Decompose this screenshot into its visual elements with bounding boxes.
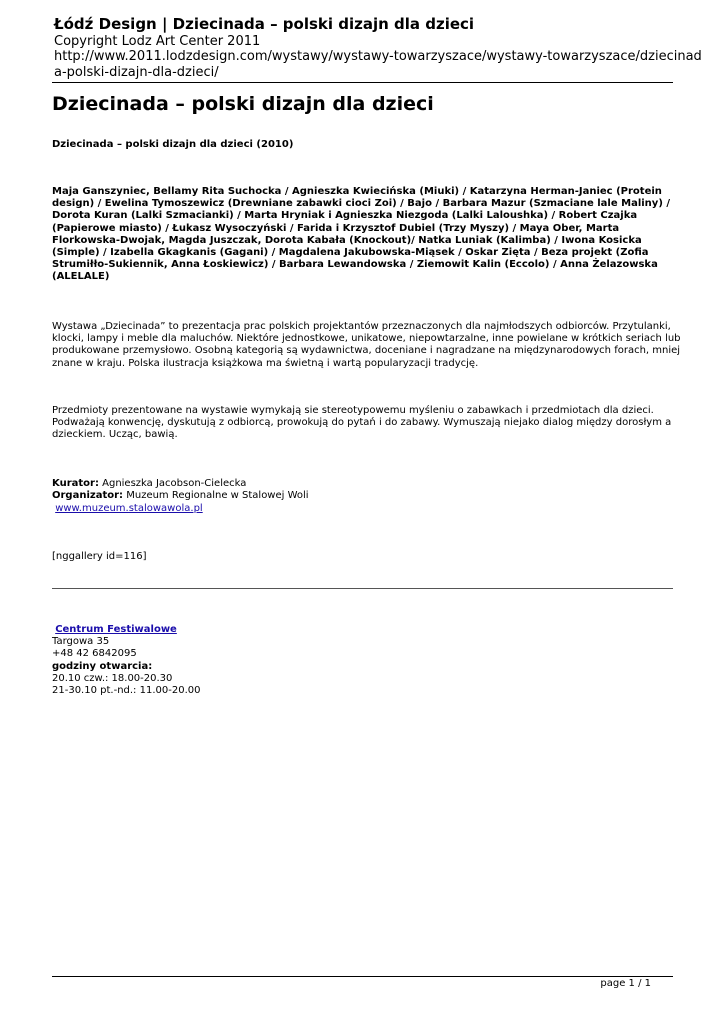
paragraph-line: znane w kraju. Polska ilustracja książkowa ma świetną i wartą popularyzacji tradycję.	[52, 357, 479, 369]
paragraph-line: Wystawa „Dziecinada” to prezentacja prac polskich projektantów przeznaczonych dla najmłodszych odbiorców. Przytulanki,	[52, 321, 671, 332]
authors-line: (ALELALE)	[52, 271, 110, 283]
venue-block	[52, 624, 200, 697]
paragraph-line: produkowane przemysłowo. Osobną kategorią są wydawnictwa, doceniane i nagradzane na międzynarodowych forach, mniej	[52, 345, 681, 357]
venue-name-link[interactable]: Centrum Festiwalowe	[55, 624, 177, 635]
website-line	[52, 503, 309, 515]
venue-address: Targowa 35	[52, 636, 110, 648]
organizer-line	[52, 490, 309, 502]
header-url	[54, 49, 702, 81]
authors-line: design) / Ewelina Tymoszewicz (Drewniane zabawki cioci Zoi) / Bajo / Barbara Mazur (Szmaciane lale Maliny) /	[52, 198, 671, 210]
museum-website-link[interactable]: www.muzeum.stalowawola.pl	[55, 502, 203, 514]
authors-line: Florkowska-Dwojak, Magda Juszczak, Dorota Kabała (Knockout)/ Natka Luniak (Kalimba) / Iwona Kosicka	[52, 234, 642, 246]
venue-name-line	[52, 624, 200, 636]
header-title: Łódź Design | Dziecinada – polski dizajn dla dzieci	[54, 15, 475, 33]
document-page	[52, 0, 702, 1024]
footer-divider	[52, 976, 673, 977]
header-copyright: Copyright Lodz Art Center 2011	[54, 34, 261, 49]
article-subtitle: Dziecinada – polski dizajn dla dzieci (2010)	[52, 139, 294, 150]
article-title: Dziecinada – polski dizajn dla dzieci	[52, 93, 434, 115]
authors-line: (Simple) / Izabella Gkagkanis (Gagani) / Magdalena Jakubowska-Miąsek / Oskar Zięta / Beza projekt (Zofia	[52, 247, 649, 259]
curator-label: Kurator:	[52, 478, 99, 489]
header-url-line: http://www.2011.lodzdesign.com/wystawy/wystawy-towarzyszace/wystawy-towarzyszace/dziecinad	[54, 49, 702, 64]
authors-line: Strumiłło-Sukiennik, Anna Łoskiewicz) / Barbara Lewandowska / Ziemowit Kalin (Eccolo) / Anna Żelazowska	[52, 259, 658, 271]
venue-phone: +48 42 6842095	[52, 648, 137, 660]
curator-line	[52, 478, 309, 490]
paragraph-line: klocki, lampy i meble dla maluchów. Niektóre jednostkowe, unikatowe, niepowtarzalne, inne powielane w krótkich seriach lub	[52, 333, 681, 345]
exhibits-paragraph	[52, 405, 673, 442]
authors-list	[52, 186, 673, 284]
authors-line: (Papierowe miasto) / Łukasz Wysoczyński / Farida i Krzysztof Dubiel (Trzy Myszy) / Maya Ober, Marta	[52, 222, 620, 234]
paragraph-line: Przedmioty prezentowane na wystawie wymykają sie stereotypowemu myśleniu o zabawkach i przedmiotach dla dzieci.	[52, 405, 654, 416]
organizer-label: Organizator:	[52, 490, 124, 502]
opening-hours-line: 20.10 czw.: 18.00-20.30	[52, 672, 173, 684]
gallery-shortcode: [nggallery id=116]	[52, 551, 147, 562]
header-url-line: a-polski-dizajn-dla-dzieci/	[54, 65, 219, 80]
page-number: page 1 / 1	[600, 978, 651, 989]
organizer-value: Muzeum Regionalne w Stalowej Woli	[123, 490, 309, 502]
paragraph-line: dzieckiem. Ucząc, bawią.	[52, 429, 178, 441]
opening-hours-line: 21-30.10 pt.-nd.: 11.00-20.00	[52, 685, 201, 697]
authors-line: Dorota Kuran (Lalki Szmacianki) / Marta Hryniak i Agnieszka Niezgoda (Lalki Laloushka) / Robert Czajka	[52, 210, 638, 222]
opening-hours-label: godziny otwarcia:	[52, 660, 153, 672]
credits-block	[52, 478, 309, 515]
curator-value: Agnieszka Jacobson-Cielecka	[98, 478, 247, 489]
section-divider	[52, 588, 673, 589]
paragraph-line: Podważają konwencję, dyskutują z odbiorcą, prowokują do pytań i do zabawy. Wymuszają niejako dialog między dorosłym a	[52, 417, 672, 429]
description-paragraph	[52, 321, 681, 370]
authors-line: Maja Ganszyniec, Bellamy Rita Suchocka / Agnieszka Kwiecińska (Miuki) / Katarzyna Herman-Janiec (Protein	[52, 186, 662, 197]
header-divider	[52, 82, 673, 83]
